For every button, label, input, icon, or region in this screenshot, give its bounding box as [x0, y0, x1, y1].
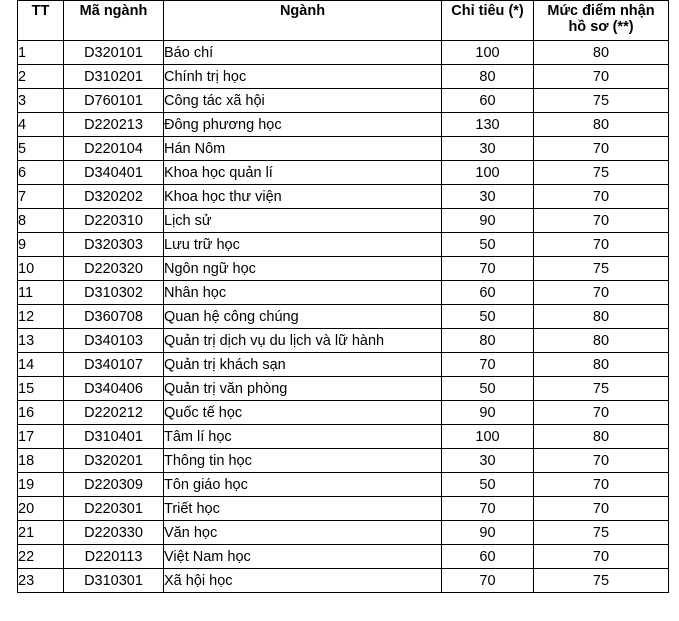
table-row — [18, 545, 669, 569]
cell-tt: 7 — [18, 185, 64, 209]
cell-score: 70 — [534, 497, 669, 521]
cell-score: 80 — [534, 305, 669, 329]
table-header — [18, 1, 669, 41]
cell-tt: 14 — [18, 353, 64, 377]
cell-code: D340401 — [64, 161, 164, 185]
cell-code: D320202 — [64, 185, 164, 209]
cell-major: Triết học — [164, 497, 442, 521]
cell-code: D760101 — [64, 89, 164, 113]
cell-code: D220320 — [64, 257, 164, 281]
header-code: Mã ngành — [64, 1, 164, 41]
table-row — [18, 425, 669, 449]
cell-tt: 11 — [18, 281, 64, 305]
cell-score: 80 — [534, 113, 669, 137]
cell-tt: 13 — [18, 329, 64, 353]
cell-score: 75 — [534, 257, 669, 281]
cell-major: Lưu trữ học — [164, 233, 442, 257]
cell-quota: 60 — [442, 281, 534, 305]
cell-major: Quản trị dịch vụ du lịch và lữ hành — [164, 329, 442, 353]
cell-quota: 80 — [442, 329, 534, 353]
header-major: Ngành — [164, 1, 442, 41]
table-row — [18, 113, 669, 137]
table-row — [18, 185, 669, 209]
cell-quota: 70 — [442, 569, 534, 593]
header-score — [534, 1, 669, 41]
cell-quota: 60 — [442, 545, 534, 569]
cell-score: 75 — [534, 521, 669, 545]
cell-code: D360708 — [64, 305, 164, 329]
cell-score: 75 — [534, 89, 669, 113]
cell-score: 70 — [534, 545, 669, 569]
header-score-line2: hồ sơ (**) — [568, 19, 634, 35]
cell-major: Đông phương học — [164, 113, 442, 137]
cell-score: 75 — [534, 569, 669, 593]
cell-score: 70 — [534, 209, 669, 233]
cell-major: Tôn giáo học — [164, 473, 442, 497]
cell-major: Chính trị học — [164, 65, 442, 89]
header-quota: Chỉ tiêu (*) — [442, 1, 534, 41]
cell-code: D310401 — [64, 425, 164, 449]
table-row — [18, 473, 669, 497]
cell-score: 75 — [534, 161, 669, 185]
cell-score: 70 — [534, 449, 669, 473]
cell-major: Văn học — [164, 521, 442, 545]
cell-major: Quản trị văn phòng — [164, 377, 442, 401]
cell-tt: 9 — [18, 233, 64, 257]
cell-tt: 15 — [18, 377, 64, 401]
cell-score: 80 — [534, 425, 669, 449]
cell-quota: 60 — [442, 89, 534, 113]
cell-code: D310201 — [64, 65, 164, 89]
cell-code: D220309 — [64, 473, 164, 497]
cell-tt: 10 — [18, 257, 64, 281]
header-row — [18, 1, 669, 41]
cell-code: D220301 — [64, 497, 164, 521]
cell-major: Quốc tế học — [164, 401, 442, 425]
cell-quota: 90 — [442, 401, 534, 425]
cell-quota: 80 — [442, 65, 534, 89]
cell-major: Việt Nam học — [164, 545, 442, 569]
cell-major: Nhân học — [164, 281, 442, 305]
cell-tt: 19 — [18, 473, 64, 497]
cell-score: 70 — [534, 233, 669, 257]
cell-score: 70 — [534, 65, 669, 89]
admissions-table — [17, 0, 669, 593]
cell-quota: 70 — [442, 497, 534, 521]
cell-tt: 16 — [18, 401, 64, 425]
table-row — [18, 161, 669, 185]
cell-tt: 12 — [18, 305, 64, 329]
cell-major: Quản trị khách sạn — [164, 353, 442, 377]
cell-tt: 20 — [18, 497, 64, 521]
cell-quota: 100 — [442, 161, 534, 185]
table-row — [18, 89, 669, 113]
cell-quota: 30 — [442, 137, 534, 161]
cell-tt: 1 — [18, 41, 64, 65]
cell-code: D220113 — [64, 545, 164, 569]
cell-code: D320303 — [64, 233, 164, 257]
cell-quota: 100 — [442, 41, 534, 65]
table-row — [18, 209, 669, 233]
table-row — [18, 305, 669, 329]
cell-major: Thông tin học — [164, 449, 442, 473]
cell-tt: 8 — [18, 209, 64, 233]
cell-quota: 50 — [442, 305, 534, 329]
cell-score: 80 — [534, 41, 669, 65]
table-row — [18, 233, 669, 257]
table-row — [18, 497, 669, 521]
cell-code: D340107 — [64, 353, 164, 377]
table-body — [18, 41, 669, 593]
table-row — [18, 521, 669, 545]
cell-code: D340103 — [64, 329, 164, 353]
table-row — [18, 377, 669, 401]
header-score-line1: Mức điểm nhận — [547, 3, 655, 19]
cell-code: D320201 — [64, 449, 164, 473]
table-row — [18, 569, 669, 593]
cell-score: 70 — [534, 473, 669, 497]
cell-major: Ngôn ngữ học — [164, 257, 442, 281]
cell-tt: 21 — [18, 521, 64, 545]
cell-major: Khoa học thư viện — [164, 185, 442, 209]
cell-tt: 4 — [18, 113, 64, 137]
cell-quota: 70 — [442, 353, 534, 377]
cell-quota: 30 — [442, 185, 534, 209]
cell-score: 70 — [534, 401, 669, 425]
table-row — [18, 449, 669, 473]
cell-quota: 30 — [442, 449, 534, 473]
cell-quota: 50 — [442, 233, 534, 257]
cell-quota: 90 — [442, 521, 534, 545]
cell-major: Quan hệ công chúng — [164, 305, 442, 329]
cell-tt: 3 — [18, 89, 64, 113]
cell-tt: 17 — [18, 425, 64, 449]
cell-tt: 5 — [18, 137, 64, 161]
table-row — [18, 329, 669, 353]
cell-quota: 90 — [442, 209, 534, 233]
table-row — [18, 281, 669, 305]
cell-code: D220213 — [64, 113, 164, 137]
table-row — [18, 257, 669, 281]
header-tt: TT — [18, 1, 64, 41]
cell-code: D310302 — [64, 281, 164, 305]
cell-score: 80 — [534, 353, 669, 377]
cell-score: 80 — [534, 329, 669, 353]
cell-quota: 50 — [442, 377, 534, 401]
cell-quota: 50 — [442, 473, 534, 497]
cell-tt: 23 — [18, 569, 64, 593]
cell-tt: 2 — [18, 65, 64, 89]
cell-code: D220104 — [64, 137, 164, 161]
cell-score: 75 — [534, 377, 669, 401]
table-row — [18, 353, 669, 377]
cell-major: Khoa học quản lí — [164, 161, 442, 185]
cell-quota: 130 — [442, 113, 534, 137]
cell-code: D320101 — [64, 41, 164, 65]
table-row — [18, 65, 669, 89]
cell-tt: 6 — [18, 161, 64, 185]
cell-tt: 18 — [18, 449, 64, 473]
table-row — [18, 401, 669, 425]
cell-score: 70 — [534, 185, 669, 209]
cell-code: D310301 — [64, 569, 164, 593]
cell-tt: 22 — [18, 545, 64, 569]
cell-quota: 100 — [442, 425, 534, 449]
cell-major: Báo chí — [164, 41, 442, 65]
cell-score: 70 — [534, 137, 669, 161]
cell-score: 70 — [534, 281, 669, 305]
table-row — [18, 41, 669, 65]
table-row — [18, 137, 669, 161]
cell-major: Xã hội học — [164, 569, 442, 593]
cell-major: Lịch sử — [164, 209, 442, 233]
cell-major: Hán Nôm — [164, 137, 442, 161]
cell-major: Công tác xã hội — [164, 89, 442, 113]
cell-code: D220212 — [64, 401, 164, 425]
cell-code: D220330 — [64, 521, 164, 545]
cell-quota: 70 — [442, 257, 534, 281]
cell-major: Tâm lí học — [164, 425, 442, 449]
cell-code: D340406 — [64, 377, 164, 401]
cell-code: D220310 — [64, 209, 164, 233]
